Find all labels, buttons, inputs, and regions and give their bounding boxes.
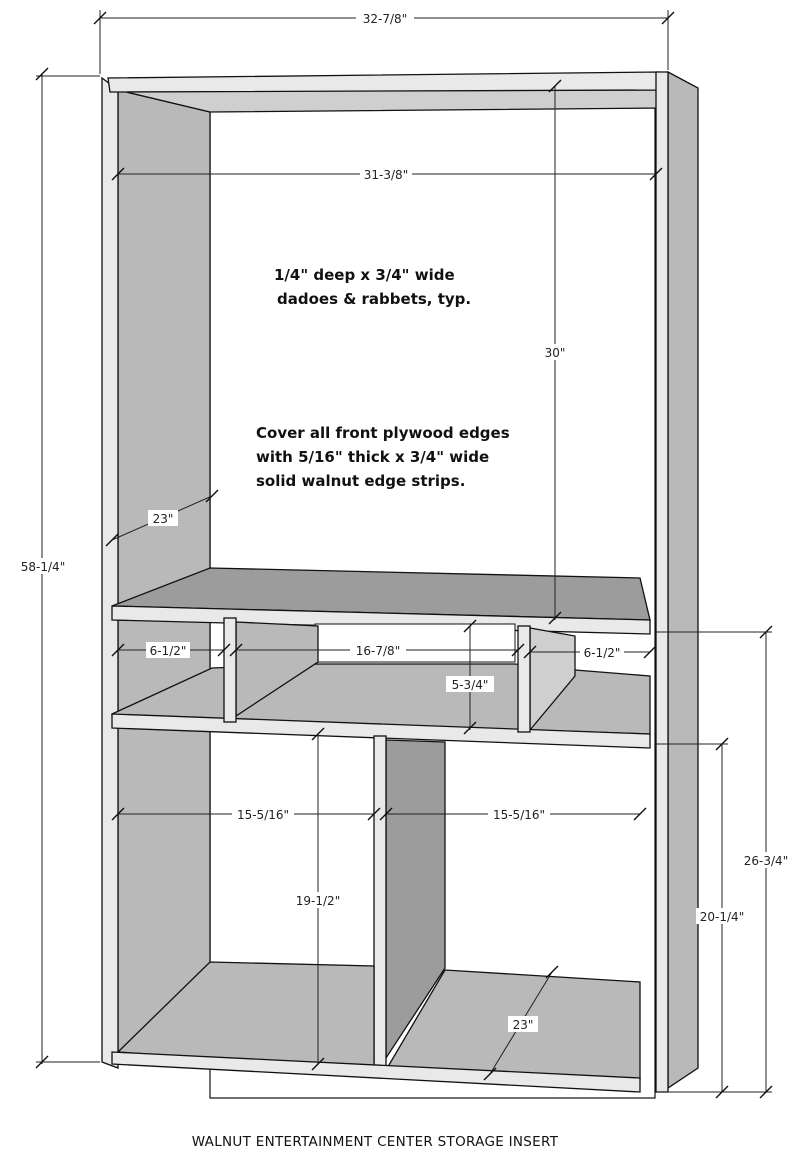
lower-divider-front [374, 736, 386, 1068]
edge-note-line3: solid walnut edge strips. [256, 472, 466, 490]
right-side-panel [668, 72, 698, 1088]
lower-left-width-label: 15-5/16" [236, 808, 290, 822]
dadoes-note-line1: 1/4" deep x 3/4" wide [274, 266, 455, 284]
cubby-center-width-label: 16-7/8" [355, 644, 401, 658]
left-side-inner-face [118, 90, 210, 1055]
drawing-caption: WALNUT ENTERTAINMENT CENTER STORAGE INSERT [191, 1134, 559, 1150]
cubby-divider-right-front [518, 626, 530, 732]
overall-height-label: 58-1/4" [20, 560, 66, 574]
cubby-divider-left-front [224, 618, 236, 722]
left-side-front-edge [102, 78, 118, 1068]
cubby-right-width-label: 6-1/2" [583, 646, 621, 660]
edge-note-line2: with 5/16" thick x 3/4" wide [256, 448, 490, 466]
lower-opening-height-label: 19-1/2" [295, 894, 341, 908]
overall-width-label: 32-7/8" [362, 12, 408, 26]
upper-depth-label: 23" [152, 512, 174, 526]
upper-opening-height-label: 30" [544, 346, 566, 360]
lower-right-width-label: 15-5/16" [492, 808, 546, 822]
lower-depth-label: 23" [512, 1018, 534, 1032]
edge-note-line1: Cover all front plywood edges [256, 424, 510, 442]
right-side-front-edge [656, 72, 668, 1092]
top-front-edge [108, 72, 660, 92]
lower-section-height-label: 26-3/4" [743, 854, 789, 868]
top-panel [118, 90, 660, 112]
lower-cabinet-height-label: 20-1/4" [699, 910, 745, 924]
cubby-height-label: 5-3/4" [451, 678, 489, 692]
cubby-back [315, 624, 515, 662]
dadoes-note-line2: dadoes & rabbets, typ. [277, 290, 472, 308]
cubby-left-width-label: 6-1/2" [149, 644, 187, 658]
cabinet-body [102, 72, 698, 1098]
inside-width-label: 31-3/8" [363, 168, 409, 182]
